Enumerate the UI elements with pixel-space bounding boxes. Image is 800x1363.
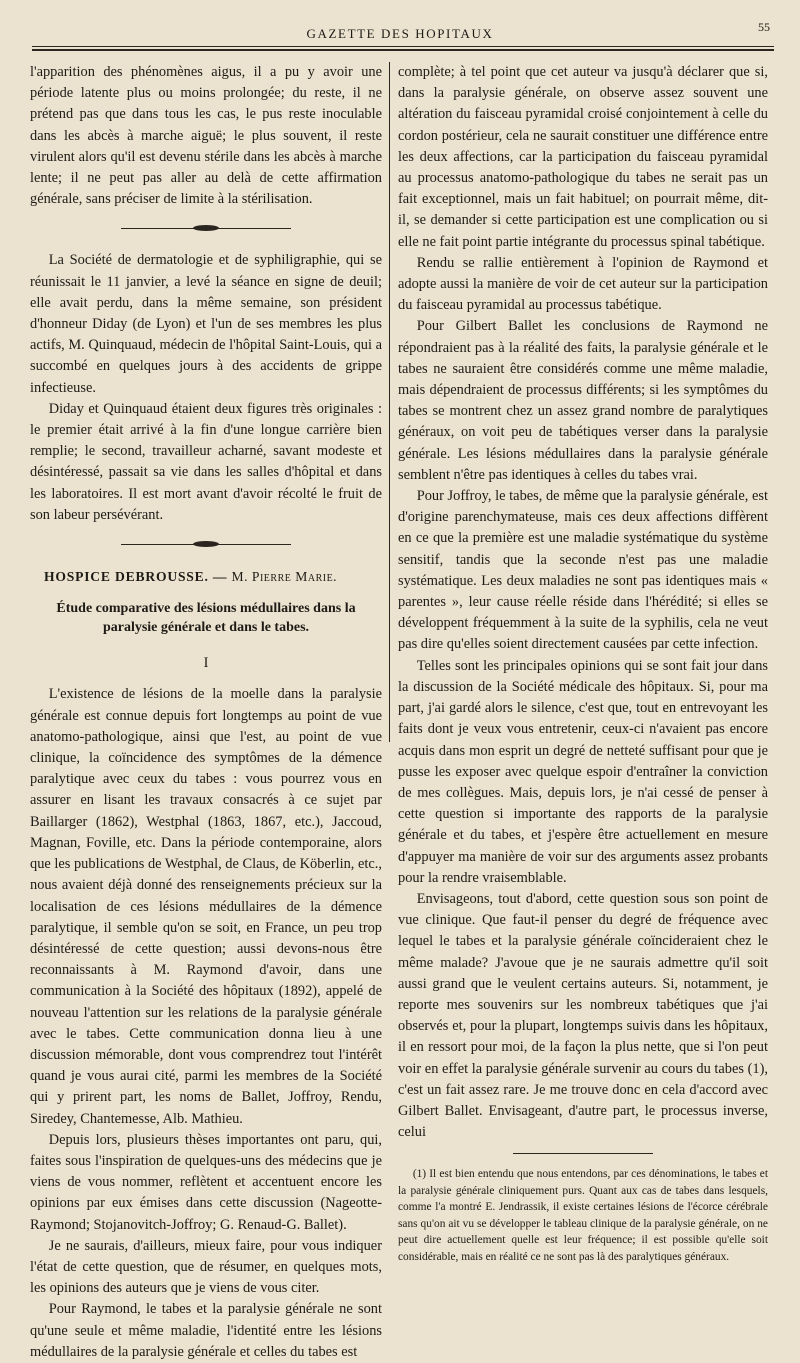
paragraph: Envisageons, tout d'abord, cette question sous son point de vue clinique. Que faut-il penser du degré de fréquence avec lequel le tabes et la paralysie générale coïncideraient chez le même malade? J'avoue que je ne saurais admettre qu'il soit aussi grand que le veulent certains auteurs. Si, notamment, je reporte mes souvenirs sur les nombreux tabétiques que j'ai observés et, pour la plupart, longtemps suivis dans les hôpitaux, il en ressort pour moi, de la façon la plus nette, que si l'on peut voir en effet la paralysie générale survenir au cours du tabes (1), c'est un fait assez rare. Je me trouve donc en cela d'accord avec Gilbert Ballet. Envisageant, d'autre part, le processus inverse, celui <box>398 890 768 1141</box>
paragraph: Pour Gilbert Ballet les conclusions de Raymond ne répondraient pas à la réalité des faits, la paralysie générale et le tabes ne sauraient être considérés comme une même maladie, mais dépendraient de processus différents; si les symptômes du tabes se montrent chez un assez grand nombre de paralytiques généraux, on voit peu de tabétiques verser dans la paralysie générale. Les lésions médullaires dans la paralysie générale semblent n'être pas identiques à celles du tabes vrai. <box>398 318 768 483</box>
ornamental-separator <box>121 224 291 234</box>
paragraph: Diday et Quinquaud étaient deux figures très originales : le premier était arrivé à la fin d'une longue carrière bien remplie; le second, travailleur acharné, savant modeste et désintéressé, passait sa vie dans les salles d'hôpital et dans les laboratoires. Il est mort avant d'avoir récolté le fruit de son labeur persévérant. <box>30 400 382 523</box>
footnote-rule <box>513 1153 653 1154</box>
paragraph: l'apparition des phénomènes aigus, il a pu y avoir une période latente plus ou moins prolongée; du reste, il ne prétend pas que dans tous les cas, le pus reste inoculable dans les abcès à marche aiguë; le plus souvent, il reste virulent alors qu'il est devenu stérile dans les abcès à marche lente; il ne peut pas aller au delà de cette affirmation générale, sans préciser de limite à la stérilisation. <box>30 64 382 208</box>
paragraph: Telles sont les principales opinions qui se sont fait jour dans la discussion de la Société médicale des hôpitaux. Si, pour ma part, j'ai gardé alors le silence, c'est que, tout en entrevoyant les faits dont je veux vous entretenir, ceux-ci n'avaient pas encore acquis dans mon esprit un degré de netteté suffisant pour que je pusse les exposer avec quelque espoir d'entraîner la conviction de mes collègues. Mais, depuis lors, je n'ai cessé de penser à cette question si importante des rapports de la paralysie générale et du tabes, et j'espère être actuellement en mesure d'appuyer ma manière de voir sur des arguments assez probants pour la rendre vraisemblable. <box>398 657 768 886</box>
paragraph: Rendu se rallie entièrement à l'opinion de Raymond et adopte aussi la manière de voir de cet auteur sur la participation du faisceau pyramidal au processus tabétique. <box>398 254 768 314</box>
paragraph: Pour Raymond, le tabes et la paralysie générale ne sont qu'une seule et même maladie, l'identité entre les lésions médullaires de la paralysie générale et celles du tabes est <box>30 1301 382 1360</box>
page-number: 55 <box>758 20 770 34</box>
section-author: M. Pierre Marie. <box>231 569 338 585</box>
paragraph: La Société de dermatologie et de syphiligraphie, qui se réunissait le 11 janvier, a levé la séance en signe de deuil; elle avait perdu, dans la même semaine, son président d'honneur Diday (de Lyon) et l'un de ses membres les plus actifs, M. Quinquaud, médecin de l'hôpital Saint-Louis, qui a succombé en quelques jours à des accidents de grippe infectieuse. <box>30 252 382 396</box>
running-title: GAZETTE DES HOPITAUX <box>306 26 494 41</box>
ornamental-separator <box>121 540 291 550</box>
header-rule-thick <box>32 49 774 51</box>
paragraph: L'existence de lésions de la moelle dans la paralysie générale est connue depuis fort longtemps au point de vue anatomo-pathologique, ainsi que l'est, au point de vue clinique, la coïncidence des symptômes de la démence paralytique avec ceux du tabes : vous pourrez vous en assurer en lisant les travaux consacrés à ce sujet par Baillarger (1862), Westphal (1863, 1867, etc.), Jaccoud, Magnan, Foville, etc. Dans la période contemporaine, alors que les publications de Westphal, de Claus, de Köberlin, etc., nous avaient déjà donné des renseignements précieux sur la localisation de ces lésions médullaires de la démence paralytique, il semble qu'on se soit, en France, un peu trop désintéressé de cette question; aussi devons-nous être reconnaissants à M. Raymond d'avoir, dans une communication à la Société des hôpitaux (1892), appelé de nouveau l'attention sur les relations de la paralysie générale avec le tabes. Cette communication donna lieu à une discussion mémorable, dont vous comprendrez tout l'intérêt quand je vous aurai cité, parmi les membres de la Société qui y prirent part, les noms de Ballet, Joffroy, Rendu, Siredey, Chantemesse, Alb. Mathieu. <box>30 686 382 1127</box>
section-number: I <box>203 655 209 672</box>
paragraph: complète; à tel point que cet auteur va jusqu'à déclarer que si, dans la paralysie générale, on observe assez souvent une altération du faisceau pyramidal croisé conjointement à celle du cordon postérieur, cela ne saurait constituer une différence entre les deux affections, car la participation du faisceau pyramidal au processus anatomo-pathologique du tabes ne serait pas un fait exceptionnel, mais un fait habituel; on pourrait même, dit-il, se demander si cette participation est une complication ou si elle ne fait point partie intégrante du processus spinal tabétique. <box>398 64 768 250</box>
section-heading <box>44 566 382 587</box>
right-column <box>398 62 768 1265</box>
paragraph: Je ne saurais, d'ailleurs, mieux faire, pour vous indiquer l'état de cette question, que de résumer, en quelques mots, les opinions des auteurs que je viens de vous citer. <box>30 1237 382 1297</box>
header-rule <box>32 46 774 47</box>
column-divider <box>389 62 390 742</box>
article-title: Étude comparative des lésions médullaires dans la paralysie générale et dans le tabes. <box>56 601 356 636</box>
paragraph: Depuis lors, plusieurs thèses importantes ont paru, qui, faites sous l'inspiration de quelques-uns des médecins que je viens de vous nommer, reflètent et accentuent encore les opinions par eux émises dans cette discussion (Nageotte-Raymond; Stojanovitch-Joffroy; G. Renaud-G. Ballet). <box>30 1131 382 1233</box>
left-column <box>30 62 382 1363</box>
section-label: HOSPICE DEBROUSSE. — <box>44 569 228 585</box>
footnote: (1) Il est bien entendu que nous entendons, par ces dénominations, le tabes et la paralysie générale cliniquement purs. Quant aux cas de tabes dans lesquels, comme l'a montré E. Jendrassik, il existe certaines lésions de l'écorce cérébrale sans qu'on ait vu se développer le tableau clinique de la paralysie générale, on ne peut dire actuellement quelle est leur fréquence; il est possible qu'elle soit considérable, mais en réalité ce ne sont pas là des paralytiques généraux. <box>398 1168 768 1263</box>
paragraph: Pour Joffroy, le tabes, de même que la paralysie générale, est d'origine parenchymateuse, mais ces deux affections diffèrent en ce que la première est une maladie systématique du système sensitif, tandis que la seconde n'est pas une maladie systématique. Les deux maladies ne sont pas identiques mais « parentes », leur cause réelle réside dans l'hérédité; si elles se développent fréquemment à la suite de la syphilis, cela ne veut pas dire qu'elles soient directement causées par cette infection. <box>398 488 768 653</box>
